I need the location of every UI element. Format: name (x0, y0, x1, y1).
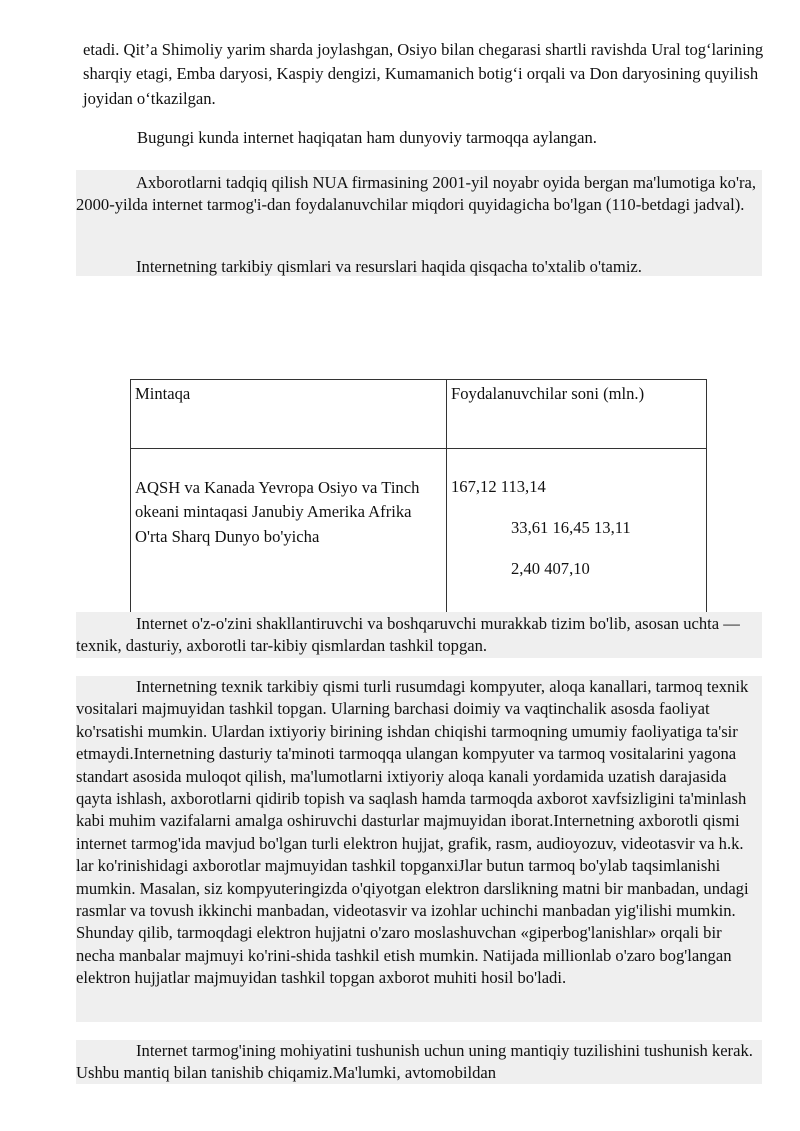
table-cell-regions: AQSH va Kanada Yevropa Osiyo va Tinch okeani mintaqasi Janubiy Amerika Afrika O'rta Sharq Dunyo bo'yicha (131, 449, 447, 620)
table-header-region: Mintaqa (131, 380, 447, 449)
values-line-3: 2,40 407,10 (511, 559, 590, 578)
paragraph-internet-system: Internet o'z-o'zini shakllantiruvchi va boshqaruvchi murakkab tizim bo'lib, asosan uchta — texnik, dasturiy, axborotli tar-kibiy qismlardan tashkil topgan. (76, 612, 762, 658)
paragraph-continuation: etadi. Qit’a Shimoliy yarim sharda joylashgan, Osiyo bilan chegarasi shartli ravishda Ural tog‘larining sharqiy etagi, Emba daryosi, Kaspiy dengizi, Kumamanich botig‘i orqali va Don daryosining quyilish joyidan o‘tkazilgan. (83, 40, 764, 108)
table-header-row (131, 380, 707, 449)
table-cell-values (447, 449, 707, 620)
table-header-users: Foydalanuvchilar soni (mln.) (447, 380, 707, 449)
paragraph-components-intro: Internetning tarkibiy qismlari va resurslari haqida qisqacha to'xtalib o'tamiz. (76, 250, 762, 276)
paragraph-nua-research: Axborotlarni tadqiq qilish NUA firmasining 2001-yil noyabr oyida bergan ma'lumotiga ko'ra, 2000-yilda internet tarmog'i-dan foydalanuvchilar miqdori quyidagicha bo'lgan (110-betdagi jadval). (76, 170, 762, 250)
values-line-2: 33,61 16,45 13,11 (511, 518, 631, 537)
table-row (131, 449, 707, 620)
paragraph-internet-worldwide: Bugungi kunda internet haqiqatan ham dunyoviy tarmoqqa aylangan. (137, 128, 597, 147)
users-by-region-table (130, 379, 707, 620)
paragraph-logical-structure: Internet tarmog'ining mohiyatini tushunish uchun uning mantiqiy tuzilishini tushunish kerak. Ushbu mantiq bilan tanishib chiqamiz.Ma'lumki, avtomobildan (76, 1040, 762, 1084)
values-line-1: 167,12 113,14 (451, 477, 546, 496)
paragraph-technical-component: Internetning texnik tarkibiy qismi turli rusumdagi kompyuter, aloqa kanallari, tarmoq texnik vositalari majmuyidan tashkil topgan. Ularning barchasi doimiy va vaqtinchalik asosda faoliyat ko'rsatishi mumkin. Ulardan ixtiyoriy birining ishdan chiqishi tarmoqning umumiy faoliyatiga ta'sir etmaydi.Internetning dasturiy ta'minoti tarmoqqa ulangan kompyuter va tarmoq vositalarini yagona standart asosida muloqot qilish, ma'lumotlarni ixtiyoriy aloqa kanali yordamida uzatish darajasida qayta ishlash, axborotlarni qidirib topish va saqlash hamda tarmoqda axborot xavfsizligini ta'minlash kabi muhim vazifalarni amalga oshiruvchi dasturlar majmuyidan iborat.Internetning axborotli qismi internet tarmog'ida mavjud bo'lgan turli elektron hujjat, grafik, rasm, audioyozuv, videotasvir va h.k. lar ko'rinishidagi axborotlar majmuyidan tashkil topganxiJlar butun tarmoq bo'ylab taqsimlanishi mumkin. Masalan, siz kompyuteringizda o'qiyotgan elektron darslikning matni bir manbadan, undagi rasmlar va tovush ikkinchi manbadan, videotasvir va izohlar uchinchi manbadan yig'ilishi mumkin. Shunday qilib, tarmoqdagi elektron hujjatni o'zaro moslashuvchan «giperbog'lanishlar» orqali bir necha manbalar majmuyi ko'rini-shida tashkil etish mumkin. Natijada millionlab o'zaro bog'langan elektron hujjatlar majmuyidan tashkil topgan axborot muhiti hosil bo'ladi. (76, 676, 762, 1022)
